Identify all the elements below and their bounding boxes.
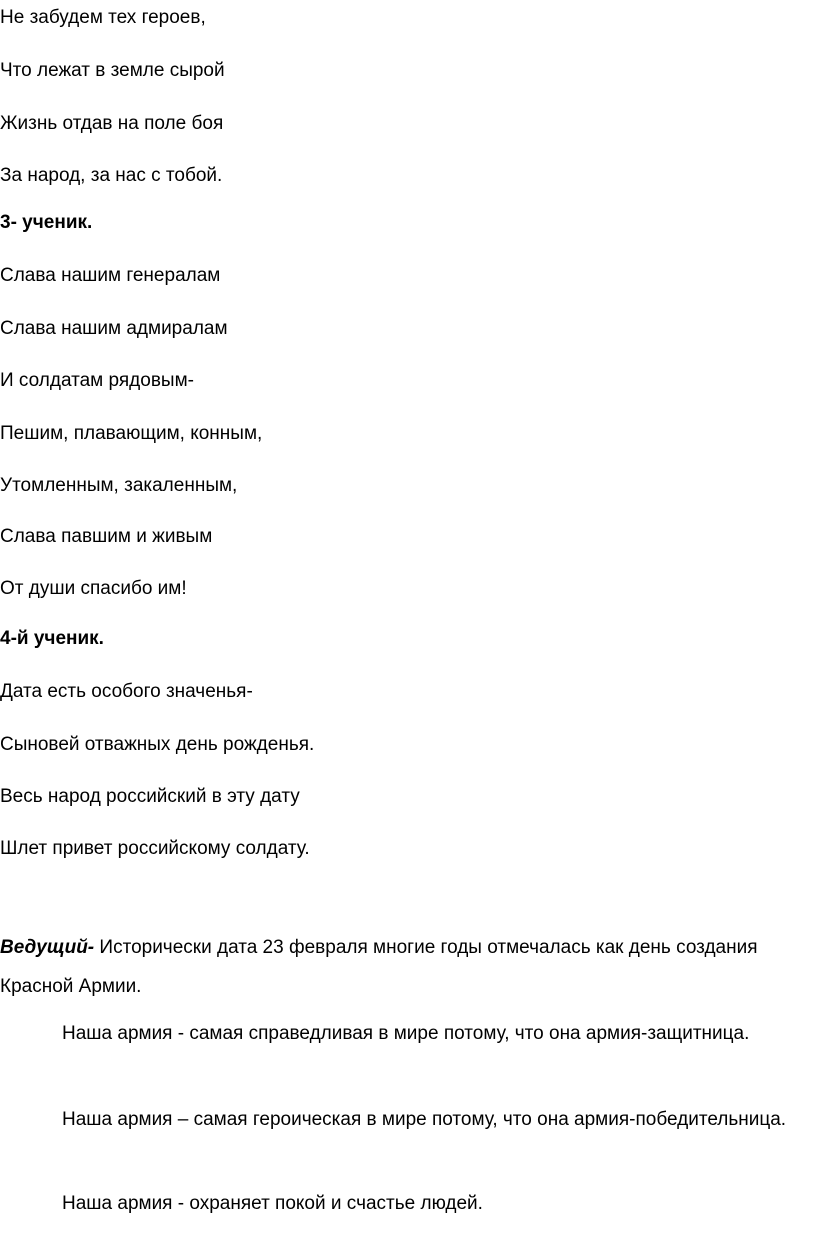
poem-line: И солдатам рядовым- bbox=[0, 370, 194, 391]
poem-line: От души спасибо им! bbox=[0, 578, 187, 599]
poem-line: Дата есть особого значенья- bbox=[0, 681, 253, 702]
poem-line: Весь народ российский в эту дату bbox=[0, 786, 300, 807]
poem-line: Что лежат в земле сырой bbox=[0, 60, 225, 81]
army-paragraph: Наша армия - охраняет покой и счастье людей. bbox=[62, 1193, 483, 1214]
army-paragraph: Наша армия - самая справедливая в мире потому, что она армия-защитница. bbox=[62, 1023, 750, 1044]
poem-line: За народ, за нас с тобой. bbox=[0, 165, 223, 186]
host-label: Ведущий- bbox=[0, 937, 95, 958]
host-paragraph bbox=[0, 928, 800, 1006]
poem-line: Не забудем тех героев, bbox=[0, 7, 206, 28]
poem-line: Слава нашим адмиралам bbox=[0, 318, 228, 339]
host-text: Исторически дата 23 февраля многие годы отмечалась как день создания Красной Армии. bbox=[0, 937, 758, 997]
poem-line: Сыновей отважных день рожденья. bbox=[0, 734, 315, 755]
poem-line: Шлет привет российскому солдату. bbox=[0, 838, 310, 859]
army-paragraph: Наша армия – самая героическая в мире потому, что она армия-победительница. bbox=[62, 1109, 787, 1130]
speaker-heading: 3- ученик. bbox=[0, 212, 93, 233]
poem-line: Слава нашим генералам bbox=[0, 265, 221, 286]
speaker-heading: 4-й ученик. bbox=[0, 628, 104, 649]
poem-line: Утомленным, закаленным, bbox=[0, 475, 238, 496]
poem-line: Слава павшим и живым bbox=[0, 526, 213, 547]
poem-line: Пешим, плавающим, конным, bbox=[0, 423, 263, 444]
poem-line: Жизнь отдав на поле боя bbox=[0, 113, 224, 134]
